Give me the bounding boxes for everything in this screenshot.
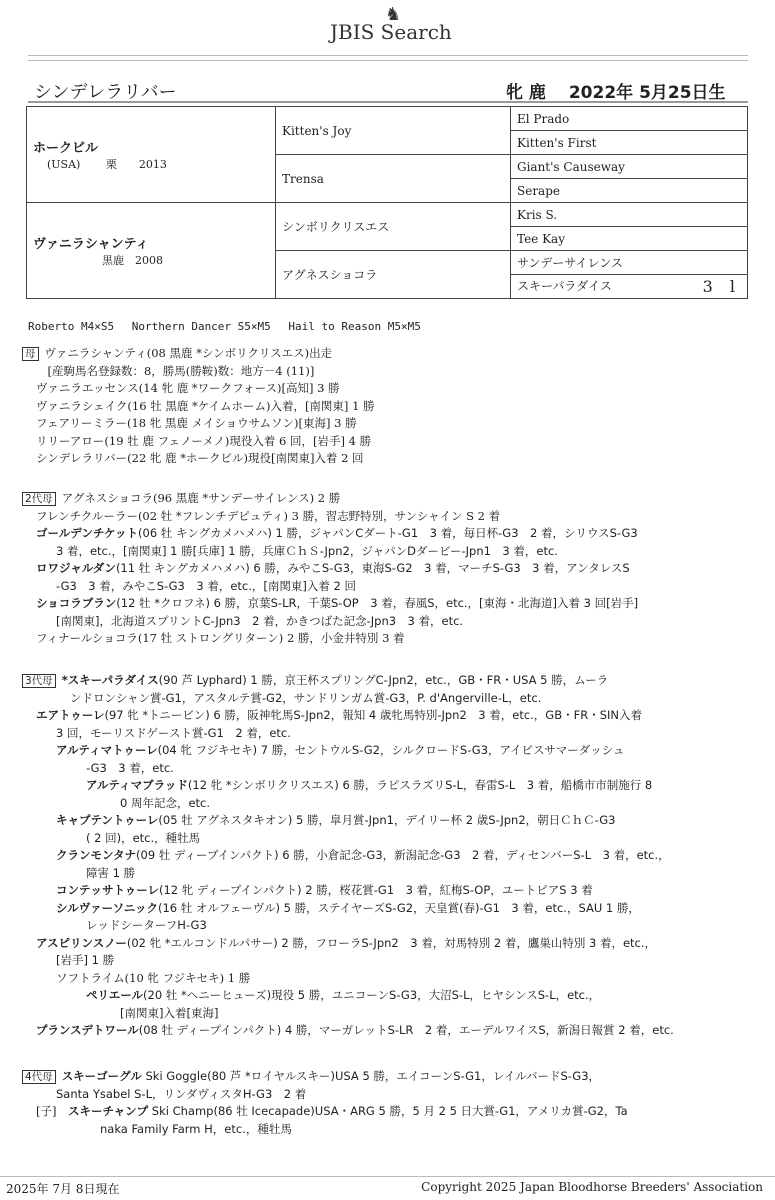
dam-line-3[interactable]: ヴァニラシェイク(16 牡 黒鹿 *ケイムホーム)入着，[南関東] 1 勝: [36, 398, 375, 413]
g3-6[interactable]: Tee Kay: [511, 227, 748, 251]
g3-b2: -G3 3 着，etc.: [86, 760, 174, 775]
g3-i[interactable]: ソフトライム(10 牝 フジキセキ) 1 勝: [56, 970, 251, 985]
g3-h: (02 牝 *エルコンドルパサー) 2 勝，フローラS-Jpn2 3 着，対馬特別 2 着，鷹巣山特別 3 着，etc.，: [126, 935, 657, 950]
g2-line-1[interactable]: フレンチクルーラー(02 牡 *フレンチデピュティ) 3 勝，習志野特別，サンシャイン S 2 着: [36, 508, 501, 523]
dam-line-0[interactable]: ヴァニラシャンティ(08 黒鹿 *シンボリクリスエス)出走: [44, 346, 333, 360]
g3-head: (90 芦 Lyphard) 1 勝，京王杯スプリングC-Jpn2，etc.，GB・FR・USA 5 勝，ムーラ: [158, 673, 609, 687]
g3-e-name[interactable]: クランモンタナ: [56, 848, 137, 862]
g3-c-name[interactable]: アルティマブラッド: [86, 778, 188, 792]
g3-8-name: スキーパラダイス: [517, 279, 612, 293]
g4-child-tag: [子]: [36, 1104, 57, 1118]
inbreeding-crosses: Roberto M4×S5 Northern Dancer S5×M5 Hail to Reason M5×M5: [28, 320, 421, 333]
g3-5[interactable]: Kris S.: [511, 203, 748, 227]
g2-line-8[interactable]: フィナールショコラ(17 牡 ストロングリターン) 2 勝，小金井特別 3 着: [36, 631, 405, 645]
g3-7[interactable]: サンデーサイレンス: [511, 251, 748, 275]
g2-l6: (12 牡 *クロフネ) 6 勝，京葉S-LR，千葉S-OP 3 着，春風S，etc.，[東海・北海道]入着 3 回[岩手]: [116, 596, 639, 610]
g3-head2: ンドロンシャン賞-G1，アスタルテ賞-G2，サンドリンガム賞-G3，P. d'Angerville-L，etc.: [70, 690, 542, 705]
g3-g-name[interactable]: シルヴァーソニック: [56, 900, 158, 915]
sire-sire[interactable]: Kitten's Joy: [276, 107, 511, 155]
g3-head-name[interactable]: *スキーパラダイス: [61, 673, 159, 687]
dam-dam[interactable]: アグネスショコラ: [276, 251, 511, 299]
g3-b-name[interactable]: アルティマトゥーレ: [56, 743, 158, 757]
g4-head-name[interactable]: スキーゴーグル: [61, 1069, 142, 1083]
g3-h2: [岩手] 1 勝: [56, 953, 115, 967]
g3-e2: 障害 1 勝: [86, 865, 136, 880]
g2-section: [22, 490, 742, 648]
g4-head: Ski Goggle(80 芦 *ロイヤルスキー)USA 5 勝，エイコーンS-G1，レイルバードS-G3，: [145, 1069, 601, 1083]
g3-a: (97 牝 *トニービン) 6 勝，阪神牝馬S-Jpn2，報知 4 歳牝馬特別-Jpn2 3 着，etc.，GB・FR・SIN入着: [104, 708, 643, 722]
g2-l3: 3 着，etc.，[南関東] 1 勝[兵庫] 1 勝，兵庫ＣｈＳ-Jpn2，ジャパンDダービー-Jpn1 3 着，etc.: [56, 543, 558, 558]
sire-detail: (USA) 栗 2013: [47, 158, 167, 171]
dam-line-1: [産駒馬名登録数：8，勝馬(勝鞍)数：地方－4 (11)]: [36, 363, 315, 378]
g3-a-name[interactable]: エアトゥーレ: [36, 708, 105, 722]
family-number: 3 l: [702, 277, 741, 296]
dam-line-6[interactable]: シンデレラリバー(22 牝 鹿 *ホークビル)現役[南関東]入着 2 回: [36, 451, 364, 465]
g3-g: (16 牡 オルフェーヴル) 5 勝，ステイヤーズS-G2，天皇賞(春)-G1 3 着，etc.，SAU 1 勝，: [157, 900, 640, 915]
g3-a2: 3 回，モーリスドゲースト賞-G1 2 着，etc.: [56, 725, 291, 740]
logo-text: JBIS Search: [330, 20, 452, 44]
header-divider: [28, 55, 748, 56]
g3-1[interactable]: El Prado: [511, 107, 748, 131]
g4-child2: naka Family Farm H，etc.，種牡馬: [100, 1121, 292, 1136]
g2-l4-name[interactable]: ロワジャルダン: [36, 561, 116, 575]
g4-head2: Santa Ysabel S-L，リンダヴィスタH-G3 2 着: [56, 1086, 307, 1101]
g2-l2-name[interactable]: ゴールデンチケット: [36, 526, 139, 540]
sire-name: ホークビル: [33, 141, 99, 156]
sire-cell[interactable]: [27, 107, 276, 203]
g3-e: (09 牡 ディープインパクト) 6 勝，小倉記念-G3，新潟記念-G3 2 着，ディセンバーS-L 3 着，etc.，: [136, 848, 670, 862]
dam-name: ヴァニラシャンティ: [33, 237, 149, 252]
dam-cell[interactable]: [27, 203, 276, 299]
g4-child-name[interactable]: スキーチャンプ: [67, 1104, 149, 1118]
footer-divider: [0, 1176, 775, 1177]
footer-copyright: Copyright 2025 Japan Bloodhorse Breeders' Association: [421, 1180, 763, 1194]
horse-info: 牝 鹿 2022年 5月25日生: [506, 83, 726, 103]
g3-c: (12 牝 *シンボリクリスエス) 6 勝，ラピスラズリS-L，春雷S-L 3 着，船橋市市制施行 8: [187, 778, 653, 792]
horse-icon: ♞: [385, 4, 402, 25]
dam-detail: 黒鹿 2008: [47, 254, 163, 267]
g3-h-name[interactable]: アスピリンスノー: [36, 935, 127, 950]
g3-c2: 0 周年記念，etc.: [120, 795, 211, 810]
g3-tag: 3代母: [22, 674, 56, 688]
g3-section: [22, 672, 742, 1040]
g3-b: (04 牝 フジキセキ) 7 勝，セントウルS-G2，シルクロードS-G3，アイビスサマーダッシュ: [157, 743, 625, 757]
g3-d2: ( 2 回)，etc.，種牡馬: [86, 830, 201, 845]
g3-j: (20 牡 *ヘニーヒューズ)現役 5 勝，ユニコーンS-G3，大沼S-L，ヒヤシンスS-L，etc.，: [143, 988, 601, 1002]
g3-f-name[interactable]: コンテッサトゥーレ: [56, 883, 159, 897]
title-bar: [28, 75, 748, 103]
g3-k: (08 牡 ディープインパクト) 4 勝，マーガレットS-LR 2 着，エーデルワイスS，新潟日報賞 2 着，etc.: [138, 1023, 674, 1037]
header-divider-2: [28, 60, 748, 61]
g2-l2: (06 牡 キングカメハメハ) 1 勝，ジャパンCダート-G1 3 着，毎日杯-G3 2 着，シリウスS-G3: [138, 526, 638, 540]
dam-line-5[interactable]: リリーアロー(19 牡 鹿 フェノーメノ)現役入着 6 回，[岩手] 4 勝: [36, 433, 372, 448]
g3-d: (05 牡 アグネスタキオン) 5 勝，皐月賞-Jpn1，デイリー杯 2 歳S-Jpn2，朝日ＣｈＣ-G3: [158, 813, 616, 827]
g4-child: Ski Champ(86 牡 Icecapade)USA・ARG 5 勝，5 月 2 5 日大賞-G1，アメリカ賞-G2，Ta: [151, 1104, 628, 1118]
g3-k-name[interactable]: プランスデトワール: [36, 1023, 139, 1037]
g2-l7: [南関東]，北海道スプリントC-Jpn3 2 着，かきつばた記念-Jpn3 3 着，etc.: [56, 613, 464, 628]
footer-date: 2025年 7月 8日現在: [6, 1182, 120, 1196]
horse-name: シンデレラリバー: [34, 82, 177, 103]
g2-head[interactable]: アグネスショコラ(96 黒鹿 *サンデーサイレンス) 2 勝: [61, 491, 341, 505]
header: [0, 0, 775, 64]
g2-tag: 2代母: [22, 492, 56, 506]
dam-section: [22, 345, 742, 468]
g3-4[interactable]: Serape: [511, 179, 748, 203]
pedigree-table: [26, 106, 748, 299]
g4-section: [22, 1068, 742, 1138]
g3-d-name[interactable]: キャプテントゥーレ: [56, 813, 159, 827]
g2-l4: (11 牡 キングカメハメハ) 6 勝，みやこS-G3，東海S-G2 3 着，マーチS-G3 3 着，アンタレスS: [115, 561, 630, 575]
g3-j2: [南関東]入着[東海]: [120, 1005, 219, 1020]
g3-8[interactable]: [511, 275, 748, 299]
g2-l6-name[interactable]: ショコラブラン: [36, 596, 117, 610]
g3-f: (12 牝 ディープインパクト) 2 勝，桜花賞-G1 3 着，紅梅S-OP，ユートピアS 3 着: [158, 883, 593, 897]
sire-dam[interactable]: Trensa: [276, 155, 511, 203]
dam-tag: 母: [22, 347, 39, 361]
g2-l5: -G3 3 着，みやこS-G3 3 着，etc.，[南関東]入着 2 回: [56, 578, 357, 593]
g3-2[interactable]: Kitten's First: [511, 131, 748, 155]
g4-tag: 4代母: [22, 1070, 56, 1084]
jbis-logo[interactable]: [330, 4, 452, 44]
dam-line-2[interactable]: ヴァニラエッセンス(14 牝 鹿 *ワークフォース)[高知] 3 勝: [36, 381, 340, 395]
g3-g2: レッドシーターフH-G3: [86, 918, 207, 932]
g3-j-name[interactable]: ペリエール: [86, 988, 144, 1002]
g3-3[interactable]: Giant's Causeway: [511, 155, 748, 179]
dam-line-4[interactable]: フェアリーミラー(18 牝 黒鹿 メイショウサムソン)[東海] 3 勝: [36, 416, 357, 430]
dam-sire[interactable]: シンボリクリスエス: [276, 203, 511, 251]
